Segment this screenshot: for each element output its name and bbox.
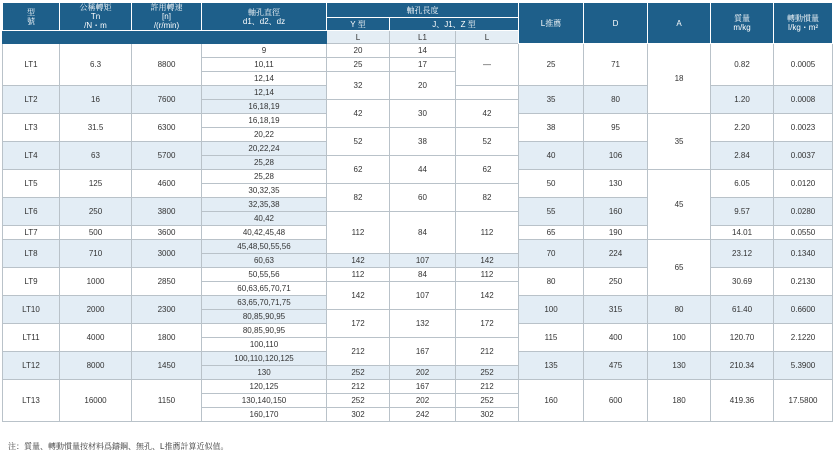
inertia-cell: 0.0037 xyxy=(774,142,833,170)
y-l-cell: 112 xyxy=(327,268,390,282)
model-cell: LT4 xyxy=(3,142,60,170)
torque-cell: 2000 xyxy=(60,296,132,324)
model-cell: LT13 xyxy=(3,380,60,422)
model-cell: LT8 xyxy=(3,240,60,268)
jz-l-cell: 112 xyxy=(456,212,519,254)
inertia-cell: 0.0550 xyxy=(774,226,833,240)
bore-cell: 60,63 xyxy=(202,254,327,268)
bore-cell: 32,35,38 xyxy=(202,198,327,212)
bore-cell: 25,28 xyxy=(202,170,327,184)
torque-cell: 500 xyxy=(60,226,132,240)
l-rec-cell: 100 xyxy=(519,296,584,324)
model-cell: LT7 xyxy=(3,226,60,240)
bore-cell: 120,125 xyxy=(202,380,327,394)
d-cell: 250 xyxy=(584,268,648,296)
torque-cell: 6.3 xyxy=(60,44,132,86)
bore-cell: 30,32,35 xyxy=(202,184,327,198)
speed-cell: 1800 xyxy=(132,324,202,352)
torque-cell: 4000 xyxy=(60,324,132,352)
l-rec-cell: 38 xyxy=(519,114,584,142)
jz-l-cell: 112 xyxy=(456,268,519,282)
l-rec-cell: 135 xyxy=(519,352,584,380)
inertia-cell: 0.0023 xyxy=(774,114,833,142)
bore-cell: 100,110,120,125 xyxy=(202,352,327,366)
a-cell: 18 xyxy=(648,44,711,114)
jz-l-cell: — xyxy=(456,44,519,86)
bore-cell: 25,28 xyxy=(202,156,327,170)
jz-l1-cell: 202 xyxy=(390,366,456,380)
model-cell: LT1 xyxy=(3,44,60,86)
torque-cell: 710 xyxy=(60,240,132,268)
model-cell: LT12 xyxy=(3,352,60,380)
d-cell: 600 xyxy=(584,380,648,422)
header-torque: 公稱轉矩 Tn /N・m xyxy=(60,3,132,31)
y-l-cell: 82 xyxy=(327,184,390,212)
y-l-cell: 302 xyxy=(327,408,390,422)
jz-l-cell: 212 xyxy=(456,338,519,366)
jz-l1-cell: 17 xyxy=(390,58,456,72)
torque-cell: 16000 xyxy=(60,380,132,422)
speed-cell: 3800 xyxy=(132,198,202,226)
d-cell: 106 xyxy=(584,142,648,170)
jz-l1-cell: 242 xyxy=(390,408,456,422)
header-inertia: 轉動慣量 I/kg・m² xyxy=(774,3,833,44)
bore-cell: 63,65,70,71,75 xyxy=(202,296,327,310)
jz-l1-cell: 84 xyxy=(390,212,456,254)
y-l-cell: 52 xyxy=(327,128,390,156)
d-cell: 190 xyxy=(584,226,648,240)
jz-l-empty xyxy=(456,86,519,100)
bore-cell: 45,48,50,55,56 xyxy=(202,240,327,254)
jz-l-cell: 212 xyxy=(456,380,519,394)
y-l-cell: 212 xyxy=(327,338,390,366)
jz-l1-cell: 20 xyxy=(390,72,456,100)
bore-cell: 20,22,24 xyxy=(202,142,327,156)
torque-cell: 125 xyxy=(60,170,132,198)
bore-cell: 80,85,90,95 xyxy=(202,310,327,324)
y-l-cell: 112 xyxy=(327,212,390,254)
model-cell: LT3 xyxy=(3,114,60,142)
speed-cell: 1450 xyxy=(132,352,202,380)
bore-cell: 10,11 xyxy=(202,58,327,72)
mass-cell: 419.36 xyxy=(711,380,774,422)
torque-cell: 250 xyxy=(60,198,132,226)
jz-l-cell: 252 xyxy=(456,366,519,380)
jz-l1-cell: 84 xyxy=(390,268,456,282)
mass-cell: 2.84 xyxy=(711,142,774,170)
header-speed: 許用轉速 [n] /(r/min) xyxy=(132,3,202,31)
jz-l-cell: 302 xyxy=(456,408,519,422)
bore-cell: 50,55,56 xyxy=(202,268,327,282)
a-cell: 35 xyxy=(648,114,711,170)
y-l-cell: 62 xyxy=(327,156,390,184)
y-l-cell: 25 xyxy=(327,58,390,72)
bore-cell: 130 xyxy=(202,366,327,380)
d-cell: 71 xyxy=(584,44,648,86)
speed-cell: 7600 xyxy=(132,86,202,114)
d-cell: 160 xyxy=(584,198,648,226)
bore-cell: 16,18,19 xyxy=(202,100,327,114)
bore-cell: 80,85,90,95 xyxy=(202,324,327,338)
y-l-cell: 42 xyxy=(327,100,390,128)
mass-cell: 23.12 xyxy=(711,240,774,268)
inertia-cell: 0.1340 xyxy=(774,240,833,268)
inertia-cell: 2.1220 xyxy=(774,324,833,352)
inertia-cell: 0.6600 xyxy=(774,296,833,324)
torque-cell: 31.5 xyxy=(60,114,132,142)
jz-l1-cell: 167 xyxy=(390,380,456,394)
bore-cell: 40,42,45,48 xyxy=(202,226,327,240)
mass-cell: 30.69 xyxy=(711,268,774,296)
speed-cell: 1150 xyxy=(132,380,202,422)
d-cell: 130 xyxy=(584,170,648,198)
header-a: A xyxy=(648,3,711,44)
torque-cell: 1000 xyxy=(60,268,132,296)
jz-l-cell: 142 xyxy=(456,282,519,310)
speed-cell: 5700 xyxy=(132,142,202,170)
mass-cell: 2.20 xyxy=(711,114,774,142)
l-rec-cell: 50 xyxy=(519,170,584,198)
header-model: 型 號 xyxy=(3,3,60,31)
l-rec-cell: 35 xyxy=(519,86,584,114)
speed-cell: 3000 xyxy=(132,240,202,268)
header-jz-l: L xyxy=(456,31,519,44)
d-cell: 400 xyxy=(584,324,648,352)
jz-l1-cell: 60 xyxy=(390,184,456,212)
torque-cell: 63 xyxy=(60,142,132,170)
speed-cell: 8800 xyxy=(132,44,202,86)
l-rec-cell: 70 xyxy=(519,240,584,268)
bore-cell: 12,14 xyxy=(202,86,327,100)
mass-cell: 9.57 xyxy=(711,198,774,226)
jz-l1-cell: 167 xyxy=(390,338,456,366)
bore-cell: 16,18,19 xyxy=(202,114,327,128)
header-jz-l1: L1 xyxy=(390,31,456,44)
jz-l-cell: 142 xyxy=(456,254,519,268)
jz-l1-cell: 202 xyxy=(390,394,456,408)
a-cell: 130 xyxy=(648,352,711,380)
speed-cell: 6300 xyxy=(132,114,202,142)
jz-l-cell: 42 xyxy=(456,100,519,128)
bore-cell: 100,110 xyxy=(202,338,327,352)
inertia-cell: 0.0280 xyxy=(774,198,833,226)
header-d: D xyxy=(584,3,648,44)
jz-l1-cell: 44 xyxy=(390,156,456,184)
speed-cell: 4600 xyxy=(132,170,202,198)
inertia-cell: 5.3900 xyxy=(774,352,833,380)
coupling-spec-table xyxy=(2,2,833,422)
a-cell: 180 xyxy=(648,380,711,422)
d-cell: 224 xyxy=(584,240,648,268)
header-jz-type: J、J1、Z 型 xyxy=(390,18,519,31)
model-cell: LT10 xyxy=(3,296,60,324)
torque-cell: 16 xyxy=(60,86,132,114)
header-l-rec: L推薦 xyxy=(519,3,584,44)
header-bore-length: 軸孔長度 xyxy=(327,3,519,18)
jz-l-cell: 172 xyxy=(456,310,519,338)
mass-cell: 210.34 xyxy=(711,352,774,380)
jz-l-cell: 82 xyxy=(456,184,519,212)
torque-cell: 8000 xyxy=(60,352,132,380)
y-l-cell: 142 xyxy=(327,282,390,310)
footnote: 注：質量、轉動慣量按材料爲鑄鋼、無孔、L推薦計算近似值。 xyxy=(8,442,229,451)
jz-l-cell: 52 xyxy=(456,128,519,156)
model-cell: LT2 xyxy=(3,86,60,114)
header-y-l: L xyxy=(327,31,390,44)
inertia-cell: 0.0005 xyxy=(774,44,833,86)
mass-cell: 61.40 xyxy=(711,296,774,324)
inertia-cell: 0.2130 xyxy=(774,268,833,296)
mass-cell: 120.70 xyxy=(711,324,774,352)
d-cell: 475 xyxy=(584,352,648,380)
y-l-cell: 212 xyxy=(327,380,390,394)
a-cell: 45 xyxy=(648,170,711,240)
mass-cell: 0.82 xyxy=(711,44,774,86)
bore-cell: 20,22 xyxy=(202,128,327,142)
header-mass: 質量 m/kg xyxy=(711,3,774,44)
d-cell: 80 xyxy=(584,86,648,114)
l-rec-cell: 80 xyxy=(519,268,584,296)
bore-cell: 60,63,65,70,71 xyxy=(202,282,327,296)
jz-l1-cell: 107 xyxy=(390,254,456,268)
speed-cell: 2850 xyxy=(132,268,202,296)
l-rec-cell: 115 xyxy=(519,324,584,352)
mass-cell: 6.05 xyxy=(711,170,774,198)
y-l-cell: 32 xyxy=(327,72,390,100)
a-cell: 100 xyxy=(648,324,711,352)
y-l-cell: 142 xyxy=(327,254,390,268)
header-bore: 軸孔直徑 d1、d2、dz xyxy=(202,3,327,31)
inertia-cell: 17.5800 xyxy=(774,380,833,422)
model-cell: LT6 xyxy=(3,198,60,226)
inertia-cell: 0.0120 xyxy=(774,170,833,198)
jz-l1-cell: 30 xyxy=(390,100,456,128)
jz-l1-cell: 38 xyxy=(390,128,456,156)
bore-cell: 130,140,150 xyxy=(202,394,327,408)
jz-l-cell: 252 xyxy=(456,394,519,408)
l-rec-cell: 25 xyxy=(519,44,584,86)
l-rec-cell: 55 xyxy=(519,198,584,226)
d-cell: 95 xyxy=(584,114,648,142)
mass-cell: 1.20 xyxy=(711,86,774,114)
y-l-cell: 20 xyxy=(327,44,390,58)
l-rec-cell: 40 xyxy=(519,142,584,170)
jz-l-cell: 62 xyxy=(456,156,519,184)
d-cell: 315 xyxy=(584,296,648,324)
bore-cell: 160,170 xyxy=(202,408,327,422)
header-y-type: Y 型 xyxy=(327,18,390,31)
l-rec-cell: 160 xyxy=(519,380,584,422)
y-l-cell: 252 xyxy=(327,394,390,408)
jz-l1-cell: 107 xyxy=(390,282,456,310)
bore-cell: 9 xyxy=(202,44,327,58)
inertia-cell: 0.0008 xyxy=(774,86,833,114)
l-rec-cell: 65 xyxy=(519,226,584,240)
bore-cell: 40,42 xyxy=(202,212,327,226)
speed-cell: 3600 xyxy=(132,226,202,240)
model-cell: LT11 xyxy=(3,324,60,352)
model-cell: LT9 xyxy=(3,268,60,296)
bore-cell: 12,14 xyxy=(202,72,327,86)
y-l-cell: 172 xyxy=(327,310,390,338)
jz-l1-cell: 14 xyxy=(390,44,456,58)
mass-cell: 14.01 xyxy=(711,226,774,240)
jz-l1-cell: 132 xyxy=(390,310,456,338)
a-cell: 65 xyxy=(648,240,711,296)
model-cell: LT5 xyxy=(3,170,60,198)
speed-cell: 2300 xyxy=(132,296,202,324)
a-cell: 80 xyxy=(648,296,711,324)
y-l-cell: 252 xyxy=(327,366,390,380)
